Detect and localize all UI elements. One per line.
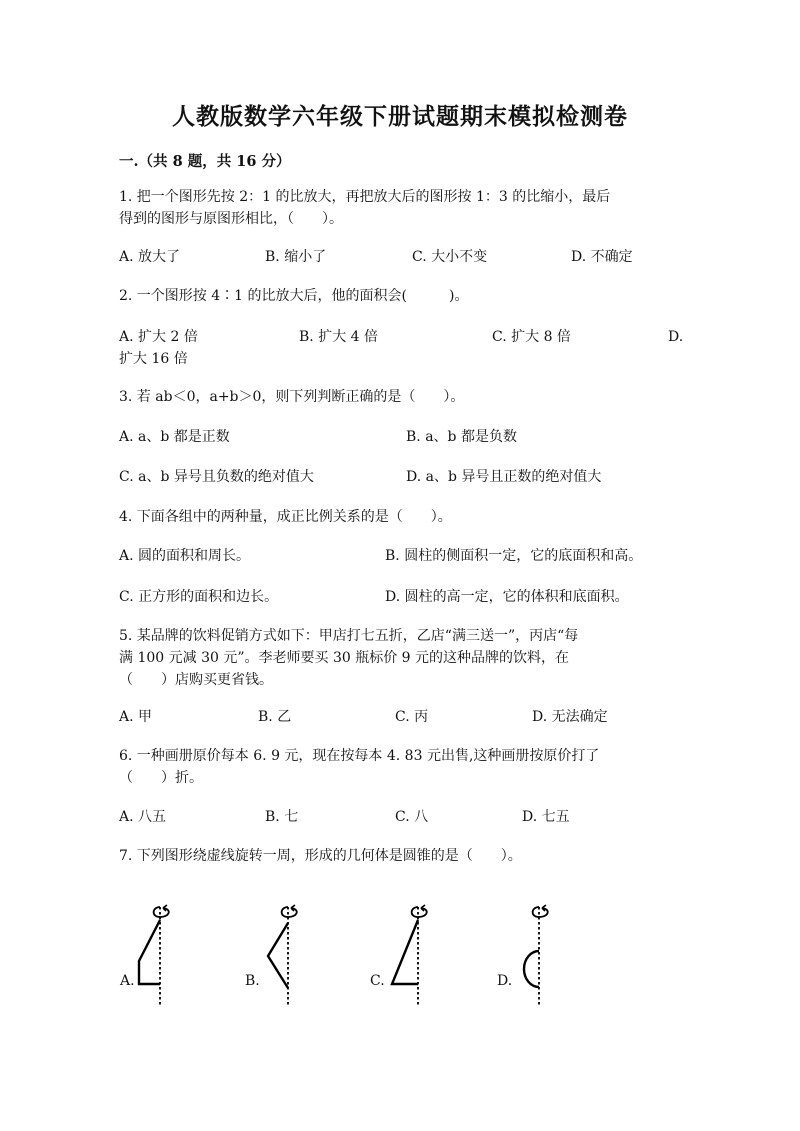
q6-option-c[interactable]: C. 八 [395, 809, 429, 825]
q7-figure-a-label[interactable]: A. [120, 973, 135, 989]
q2-option-a[interactable]: A. 扩大 2 倍 [119, 329, 198, 345]
q2-option-c[interactable]: C. 扩大 8 倍 [492, 329, 571, 345]
question-4-line-1: 4. 下面各组中的两种量，成正比例关系的是（ ）。 [119, 509, 452, 525]
question-6-line-1: 6. 一种画册原价每本 6. 9 元，现在按每本 4. 83 元出售,这种画册按原价打了 [119, 748, 600, 764]
question-7 [119, 845, 689, 867]
q1-option-c[interactable]: C. 大小不变 [412, 249, 488, 265]
question-5 [119, 625, 689, 691]
q7-figure-b-label[interactable]: B. [245, 973, 260, 989]
question-5-line-3: （ ）店购买更省钱。 [119, 672, 273, 688]
page-title: 人教版数学六年级下册试题期末模拟检测卷 [172, 103, 628, 130]
question-3 [119, 386, 689, 408]
question-7-line-1: 7. 下列图形绕虚线旋转一周，形成的几何体是圆锥的是（ ）。 [119, 848, 522, 864]
q2-option-d[interactable]: D. [668, 329, 684, 345]
question-4 [119, 506, 689, 528]
q6-option-b[interactable]: B. 七 [265, 809, 299, 825]
q5-option-a[interactable]: A. 甲 [119, 709, 153, 725]
q1-option-b[interactable]: B. 缩小了 [265, 249, 327, 265]
q7-figure-a[interactable] [130, 895, 190, 1015]
question-1-line-1: 1. 把一个图形先按 2：1 的比放大，再把放大后的图形按 1：3 的比缩小，最后 [119, 189, 611, 205]
q5-option-b[interactable]: B. 乙 [258, 709, 292, 725]
question-7-figures [0, 895, 800, 1015]
question-1 [119, 186, 689, 230]
section-heading: 一.（共 8 题，共 16 分） [119, 153, 291, 170]
q4-option-a[interactable]: A. 圆的面积和周长。 [119, 548, 251, 564]
q7-figure-c-label[interactable]: C. [370, 973, 385, 989]
q4-option-c[interactable]: C. 正方形的面积和边长。 [119, 589, 279, 605]
q7-figure-b[interactable] [255, 895, 315, 1015]
q3-option-c[interactable]: C. a、b 异号且负数的绝对值大 [119, 469, 314, 485]
q7-figure-d[interactable] [507, 895, 567, 1015]
q6-option-d[interactable]: D. 七五 [522, 809, 570, 825]
question-6 [119, 745, 689, 789]
q1-option-a[interactable]: A. 放大了 [119, 249, 181, 265]
question-2-line-1: 2. 一个图形按 4∶1 的比放大后，他的面积会( )。 [119, 288, 469, 304]
question-3-line-1: 3. 若 ab＜0，a+b＞0，则下列判断正确的是（ ）。 [119, 389, 465, 405]
q5-option-d[interactable]: D. 无法确定 [532, 709, 608, 725]
question-5-line-1: 5. 某品牌的饮料促销方式如下：甲店打七五折，乙店“满三送一”，丙店“每 [119, 628, 579, 644]
q3-option-b[interactable]: B. a、b 都是负数 [406, 429, 517, 445]
q7-figure-c[interactable] [380, 895, 440, 1015]
q2-option-b[interactable]: B. 扩大 4 倍 [299, 329, 378, 345]
question-1-line-2: 得到的图形与原图形相比，（ ）。 [119, 211, 343, 227]
question-6-line-2: （ ）折。 [119, 770, 203, 786]
q2-option-d-text: 扩大 16 倍 [119, 351, 188, 367]
q1-option-d[interactable]: D. 不确定 [571, 249, 633, 265]
q7-figure-d-label[interactable]: D. [497, 973, 513, 989]
q5-option-c[interactable]: C. 丙 [395, 709, 429, 725]
q3-option-d[interactable]: D. a、b 异号且正数的绝对值大 [406, 469, 602, 485]
q3-option-a[interactable]: A. a、b 都是正数 [119, 429, 230, 445]
question-5-line-2: 满 100 元减 30 元”。李老师要买 30 瓶标价 9 元的这种品牌的饮料，在 [119, 650, 570, 666]
question-2 [119, 285, 689, 307]
q4-option-b[interactable]: B. 圆柱的侧面积一定，它的底面积和高。 [385, 548, 643, 564]
q6-option-a[interactable]: A. 八五 [119, 809, 167, 825]
q4-option-d[interactable]: D. 圆柱的高一定，它的体积和底面积。 [385, 589, 629, 605]
